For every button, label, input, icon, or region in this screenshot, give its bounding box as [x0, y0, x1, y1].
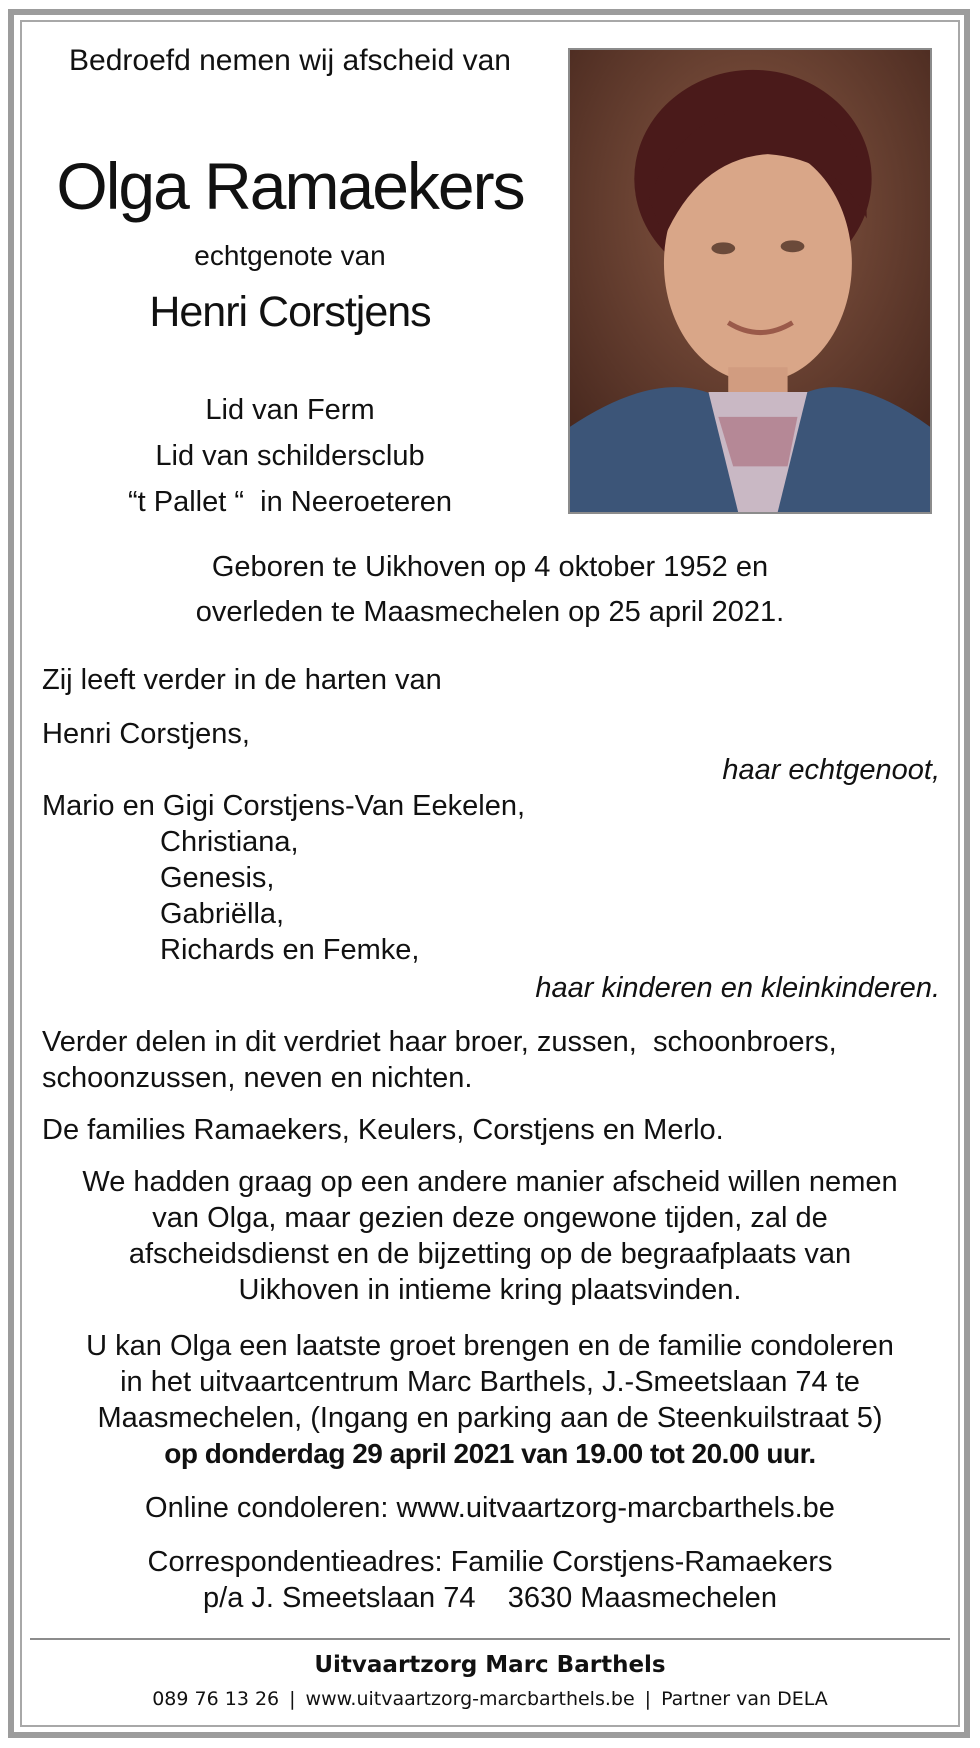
farewell-line-4: Uikhoven in intieme kring plaatsvinden.	[238, 1274, 742, 1306]
address-line-1: Correspondentieadres: Familie Corstjens-Ramaekers	[147, 1546, 833, 1578]
survivor-spouse: Henri Corstjens,	[42, 718, 250, 750]
grandchild-2: Genesis,	[160, 862, 275, 894]
visit-time: op donderdag 29 april 2021 van 19.00 tot 20.00 uur.	[164, 1438, 816, 1469]
membership-1: Lid van Ferm	[205, 394, 375, 426]
footer-phone: 089 76 13 26	[152, 1688, 280, 1710]
footer-separator-2: |	[644, 1688, 652, 1710]
farewell-line-1: We hadden graag op een andere manier afscheid willen nemen	[82, 1166, 898, 1198]
footer-partner: Partner van DELA	[661, 1688, 828, 1710]
farewell-line-3: afscheidsdienst en de bijzetting op de begraafplaats van	[128, 1238, 852, 1270]
visit-line-2: in het uitvaartcentrum Marc Barthels, J.-Smeetslaan 74 te	[120, 1366, 860, 1398]
spouse-role: haar echtgenoot,	[722, 754, 940, 786]
footer-website[interactable]: www.uitvaartzorg-marcbarthels.be	[305, 1688, 635, 1710]
farewell-line-2: van Olga, maar gezien deze ongewone tijden, zal de	[152, 1202, 828, 1234]
survivors-intro: Zij leeft verder in de harten van	[42, 664, 442, 696]
online-condolence: Online condoleren: www.uitvaartzorg-marcbarthels.be	[145, 1492, 835, 1524]
portrait-icon	[570, 50, 930, 512]
intro-text: Bedroefd nemen wij afscheid van	[69, 44, 511, 77]
family-line-1: Verder delen in dit verdriet haar broer, zussen, schoonbroers,	[42, 1026, 837, 1058]
membership-3: “t Pallet “ in Neeroeteren	[128, 486, 452, 518]
footer-divider	[30, 1638, 950, 1640]
deceased-name: Olga Ramaekers	[56, 149, 524, 223]
spouse-name: Henri Corstjens	[149, 288, 431, 336]
footer-separator-1: |	[289, 1688, 296, 1710]
membership-2: Lid van schildersclub	[155, 440, 425, 472]
grandchild-4: Richards en Femke,	[160, 934, 420, 966]
children-role: haar kinderen en kleinkinderen.	[535, 972, 940, 1004]
grandchild-3: Gabriëlla,	[160, 898, 285, 930]
address-line-2: p/a J. Smeetslaan 74 3630 Maasmechelen	[203, 1582, 777, 1614]
visit-line-3: Maasmechelen, (Ingang en parking aan de Steenkuilstraat 5)	[97, 1402, 883, 1434]
death-line: overleden te Maasmechelen op 25 april 2021.	[195, 596, 785, 628]
footer-company: Uitvaartzorg Marc Barthels	[314, 1652, 666, 1678]
portrait-photo	[568, 48, 932, 514]
relation-text: echtgenote van	[194, 240, 386, 271]
families-line: De families Ramaekers, Keulers, Corstjens en Merlo.	[42, 1114, 724, 1146]
footer-contact	[30, 1688, 950, 1710]
grandchild-1: Christiana,	[160, 826, 299, 858]
family-line-2: schoonzussen, neven en nichten.	[42, 1062, 473, 1094]
visit-line-1: U kan Olga een laatste groet brengen en de familie condoleren	[86, 1330, 894, 1362]
birth-line: Geboren te Uikhoven op 4 oktober 1952 en	[211, 551, 769, 583]
survivor-children: Mario en Gigi Corstjens-Van Eekelen,	[42, 790, 526, 822]
